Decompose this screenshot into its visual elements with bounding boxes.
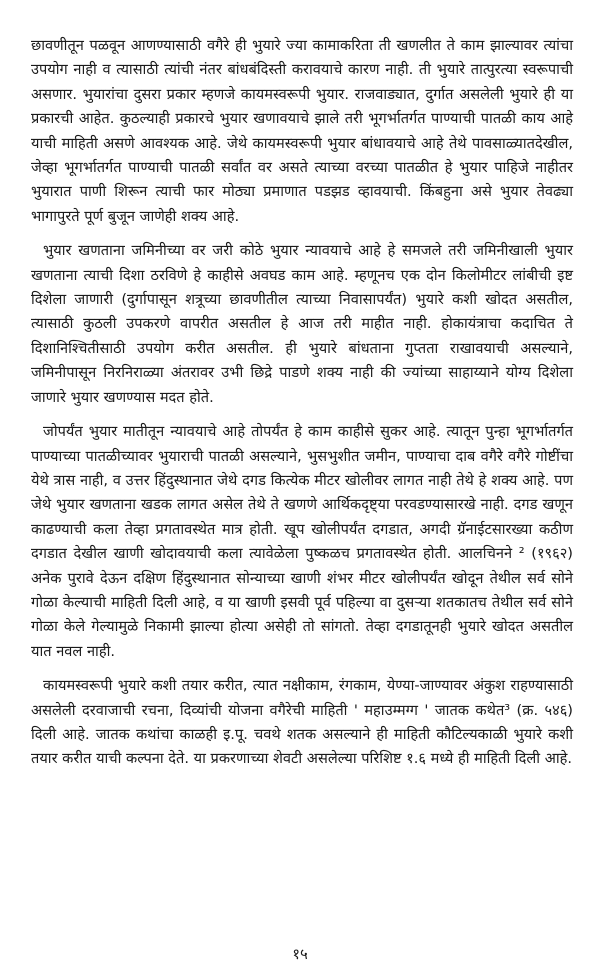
paragraph-2: भुयार खणताना जमिनीच्या वर जरी कोठे भुयार न्यावयाचे आहे हे समजले तरी जमिनीखाली भुयार खणताना त्याची दिशा ठरविणे हे काहीसे अवघड काम आहे. म्हणूनच एक दोन किलोमीटर लांबीची इष्ट दिशेला जाणारी (दुर्गापासून शत्रूच्या छावणीतील त्याच्या निवासापर्यंत) भुयारे कशी खोदत असतील, त्यासाठी कुठली उपकरणे वापरीत असतील हे आज तरी माहीत नाही. होकायंत्राचा कदाचित ते दिशानिश्चितीसाठी उपयोग करीत असतील. ही भुयारे बांधताना गुप्तता राखावयाची असल्याने, जमिनीपासून निरनिराळ्या अंतरावर उभी छिद्रे पाडणे शक्य नाही की ज्यांच्या साहाय्याने योग्य दिशेला जाणारे भुयार खणण्यास मदत होते.: [31, 242, 573, 406]
paragraph-3: जोपर्यंत भुयार मातीतून न्यावयाचे आहे तोपर्यंत हे काम काहीसे सुकर आहे. त्यातून पुन्हा भूगर्भातर्गत पाण्याच्या पातळीच्यावर भुयाराची पातळी असल्याने, भुसभुशीत जमीन, पाण्याचा दाब वगैरे वगैरे गोष्टींचा येथे त्रास नाही, व उत्तर हिंदुस्थानात जेथे दगड कित्येक मीटर खोलीवर लागत नाही तेथे हे शक्य आहे. पण जेथे भुयार खणताना खडक लागत असेल तेथे ते खणणे आर्थिकदृष्ट्या परवडण्यासारखे नाही. दगड खणून काढण्याची कला तेव्हा प्रगतावस्थेत मात्र होती. खूप खोलीपर्यंत दगडात, अगदी ग्रॅनाईटसारख्या कठीण दगडात देखील खाणी खोदावयाची कला त्यावेळेला पुष्कळच प्रगतावस्थेत होती. आलचिनने ² (१९६२) अनेक पुरावे देऊन दक्षिण हिंदुस्थानात सोन्याच्या खाणी शंभर मीटर खोलीपर्यंत खोदून तेथील सर्व सोने गोळा केल्याची माहिती दिली आहे, व या खाणी इसवी पूर्व पहिल्या वा दुसऱ्या शतकातच तेथील सर्व सोने गोळा केले गेल्यामुळे निकामी झाल्या होत्या असेही तो सांगतो. तेव्हा दगडातूनही भुयारे खोदत असतील यात नवल नाही.: [31, 423, 573, 660]
body-text: [31, 34, 573, 772]
paragraph-4: कायमस्वरूपी भुयारे कशी तयार करीत, त्यात नक्षीकाम, रंगकाम, येण्या-जाण्यावर अंकुश राहण्यासाठी असलेली दरवाजाची रचना, दिव्यांची योजना वगैरेची माहिती ' महाउम्मग्ग ' जातक कथेत³ (क्र. ५४६) दिली आहे. जातक कथांचा काळही इ.पू. चवथे शतक असल्याने ही माहिती कौटिल्यकाळी भुयारे कशी तयार करीत याची कल्पना देते. या प्रकरणाच्या शेवटी असलेल्या परिशिष्ट १.६ मध्ये ही माहिती दिली आहे.: [31, 677, 573, 768]
paragraph-1: छावणीतून पळवून आणण्यासाठी वगैरे ही भुयारे ज्या कामाकरिता ती खणलीत ते काम झाल्यावर त्यांचा उपयोग नाही व त्यासाठी त्यांची नंतर बांधबंदिस्ती करावयाचे कारण नाही. ती भुयारे तात्पुरत्या स्वरूपाची असणार. भुयारांचा दुसरा प्रकार म्हणजे कायमस्वरूपी भुयार. राजवाड्यात, दुर्गात असलेली भुयारे ही या प्रकारची आहेत. कुठल्याही प्रकारचे भुयार खणावयाचे झाले तरी भूगर्भातर्गत पाण्याची पातळी काय आहे याची माहिती असणे आवश्यक आहे. जेथे कायमस्वरूपी भुयार बांधावयाचे आहे तेथे पावसाळ्यातदेखील, जेव्हा भूगर्भातर्गत पाण्याची पातळी सर्वांत वर असते त्याच्या वरच्या पातळीत हे भुयार पाहिजे नाहीतर भुयारात पाणी शिरून त्याची फार मोठ्या प्रमाणात पडझड व्हावयाची. किंबहुना असे भुयार तेवढ्या भागापुरते पूर्ण बुजून जाणेही शक्य आहे.: [31, 37, 573, 225]
page-number: १५: [292, 945, 308, 963]
